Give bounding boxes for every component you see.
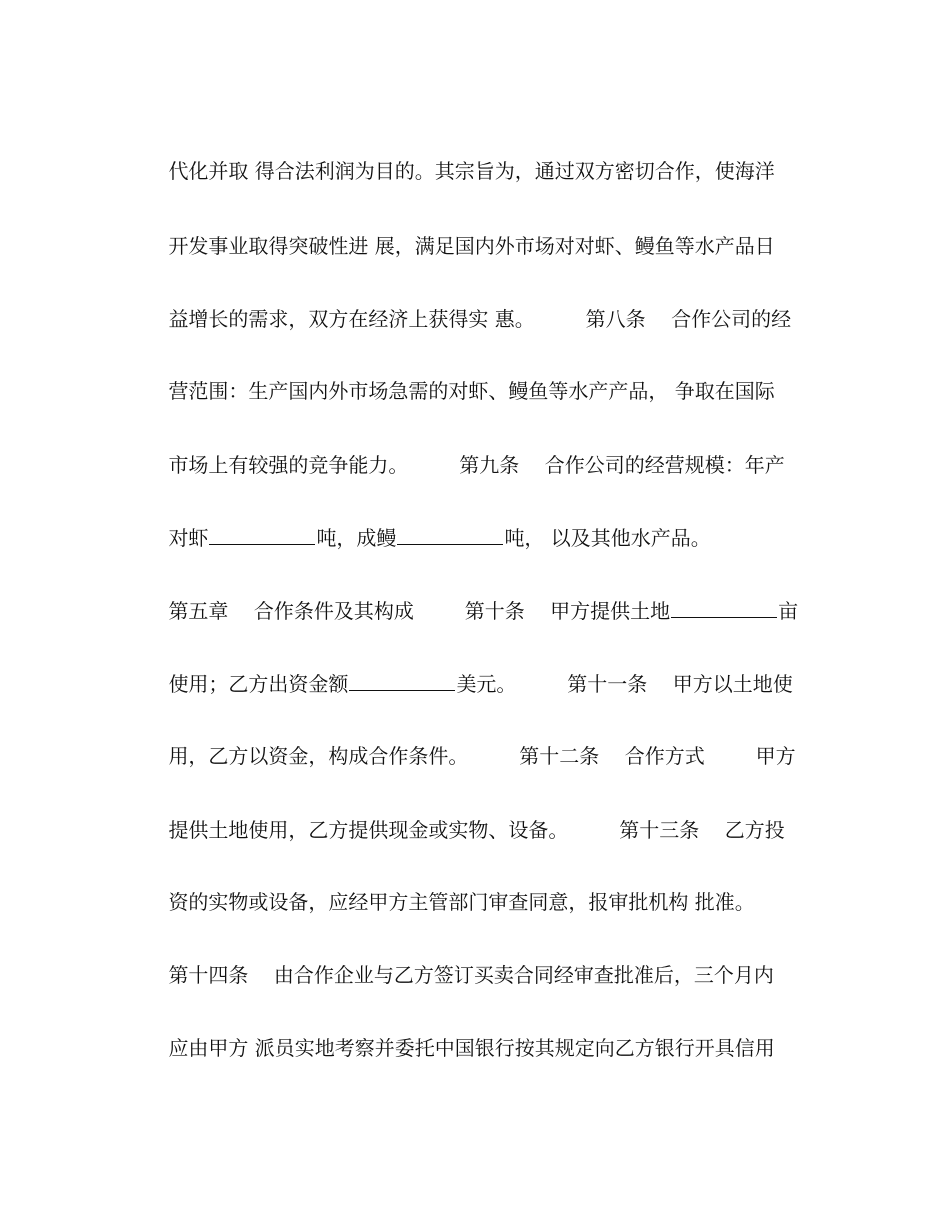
text-line bbox=[143, 201, 823, 258]
text-line bbox=[143, 711, 823, 768]
text-segment: 益增长的需求，双方在经济上获得实 惠。 第八条 合作公司的经 bbox=[168, 307, 792, 331]
fill-in-blank bbox=[397, 522, 503, 545]
text-line bbox=[143, 785, 823, 842]
text-line bbox=[143, 930, 823, 987]
text-segment: 对虾 bbox=[168, 526, 209, 550]
text-line bbox=[143, 420, 823, 477]
text-line bbox=[143, 565, 823, 623]
text-segment: 吨， 以及其他水产品。 bbox=[504, 526, 711, 550]
text-line bbox=[143, 126, 823, 183]
fill-in-blank bbox=[209, 522, 315, 545]
text-line bbox=[143, 638, 823, 696]
text-segment: 第五章 合作条件及其构成 第十条 甲方提供土地 bbox=[168, 599, 671, 623]
text-segment: 美元。 第十一条 甲方以土地使 bbox=[456, 672, 793, 696]
text-line bbox=[143, 274, 823, 331]
text-segment: 使用；乙方出资金额 bbox=[168, 672, 349, 696]
text-segment: 营范围：生产国内外市场急需的对虾、鳗鱼等水产产品， 争取在国际 bbox=[168, 379, 775, 403]
text-segment: 提供土地使用，乙方提供现金或实物、设备。 第十三条 乙方投 bbox=[168, 818, 785, 842]
text-segment: 吨，成鳗 bbox=[316, 526, 397, 550]
text-line bbox=[143, 492, 823, 550]
text-segment: 第十四条 由合作企业与乙方签订买卖合同经审查批准后，三个月内 bbox=[168, 963, 774, 987]
text-segment: 市场上有较强的竞争能力。 第九条 合作公司的经营规模：年产 bbox=[168, 453, 785, 477]
text-segment: 应由甲方 派员实地考察并委托中国银行按其规定向乙方银行开具信用 bbox=[168, 1036, 775, 1060]
fill-in-blank bbox=[349, 668, 455, 691]
text-segment: 用，乙方以资金，构成合作条件。 第十二条 合作方式 甲方 bbox=[168, 744, 796, 768]
text-segment: 资的实物或设备，应经甲方主管部门审查同意，报审批机构 批准。 bbox=[168, 890, 755, 914]
text-segment: 开发事业取得突破性进 展，满足国内外市场对对虾、鳗鱼等水产品日 bbox=[168, 234, 775, 258]
text-line bbox=[143, 1003, 823, 1060]
text-line bbox=[143, 346, 823, 403]
fill-in-blank bbox=[671, 595, 777, 618]
text-line bbox=[143, 857, 823, 914]
text-segment: 亩 bbox=[778, 599, 799, 623]
text-segment: 代化并取 得合法利润为目的。其宗旨为，通过双方密切合作，使海洋 bbox=[168, 159, 775, 183]
